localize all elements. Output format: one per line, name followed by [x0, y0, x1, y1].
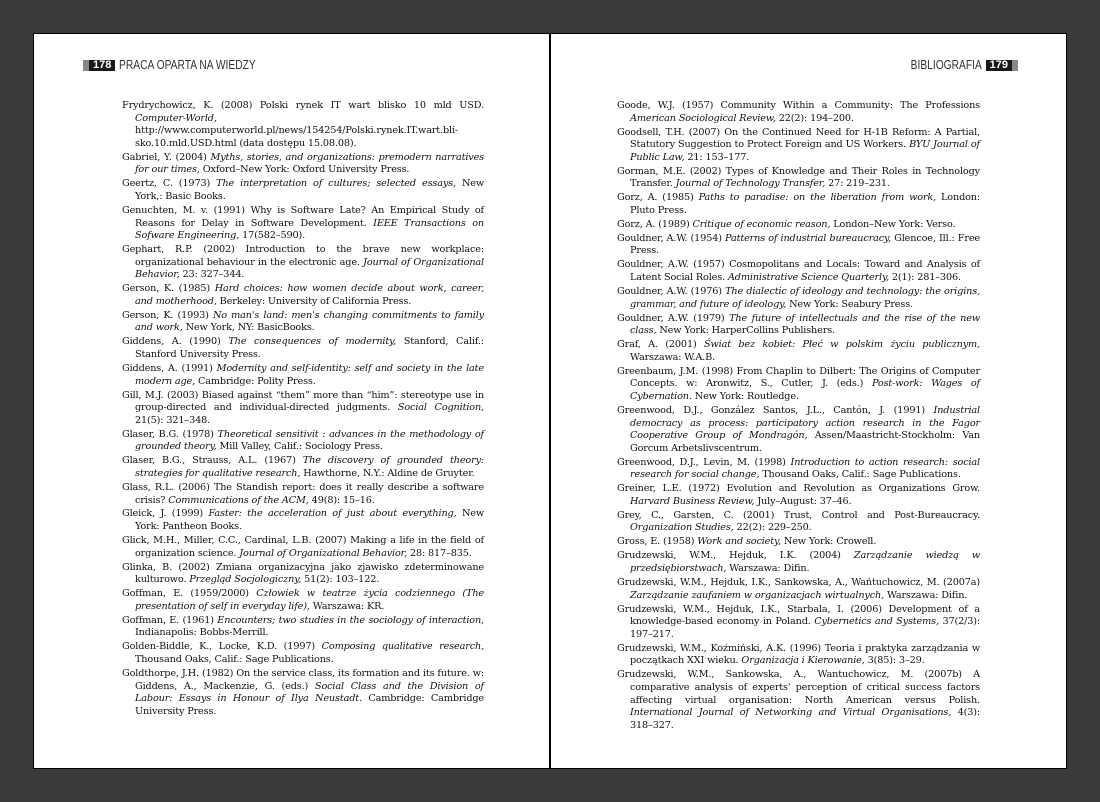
bibliography-entry [617, 166, 980, 191]
entry-title-italic: The dialectic of ideology and technology: the origins, grammar, and future of ideology, [630, 286, 980, 310]
bibliography-entry [617, 219, 980, 232]
bibliography-entry [122, 244, 484, 282]
bibliography-entry [122, 508, 484, 533]
entry-text: Glinka, B. (2002) Zmiana organizacyjna jako zjawisko zdeterminowane kulturowo. [122, 561, 484, 586]
page-number: 178 [83, 60, 115, 71]
entry-title-italic: Zarządzanie wiedzą w przedsiębiorstwach, [630, 550, 980, 575]
entry-text: Gouldner, A.W. (1954) [617, 232, 726, 244]
bibliography-entry [617, 127, 980, 165]
entry-text: New York, NY: BasicBooks. [182, 322, 315, 334]
bibliography-entry [617, 405, 980, 455]
entry-title-italic: Composing qualitative research, [321, 641, 484, 653]
entry-text: Warszawa: Difin. [726, 563, 810, 575]
bibliography-entry [617, 536, 980, 549]
page-number: 179 [986, 60, 1018, 71]
entry-text: Goodsell, T.H. (2007) On the Continued Need for H-1B Reform: A Partial, Statutory Suggestion to Protect Foreign and US Workers. [617, 126, 980, 151]
entry-title-italic: Modernity and self-identity: self and society in the late modern age, [135, 363, 484, 387]
entry-text: 2(1): 281–306. [888, 272, 961, 284]
entry-title-italic: Myths, stories, and organizations: premodern narratives for our times, [135, 151, 484, 176]
entry-text: Gerson, K. (1985) [122, 283, 215, 295]
bibliography-entry [122, 615, 484, 640]
entry-text: New York,: Basic Books. [135, 178, 485, 202]
bibliography-entry [122, 562, 484, 587]
book-spread [33, 33, 1067, 769]
bibliography-entry [617, 366, 980, 404]
entry-text: Grudzewski, W.M., Hejduk, I.K., Sankowska, A., Wańtuchowicz, M. (2007a) [617, 577, 980, 589]
bibliography-entry [122, 178, 484, 203]
bibliography-entry [122, 390, 484, 428]
entry-text: London: Pluto Press. [630, 192, 981, 216]
entry-text: Oxford–New York: Oxford University Press. [199, 164, 410, 176]
entry-title-italic: Harvard Business Review, [630, 495, 755, 507]
entry-text: Gorz, A. (1985) [617, 192, 699, 204]
entry-text: Gouldner, A.W. (1979) [617, 312, 730, 324]
entry-title-italic: Introduction to action research: social research for social change, [630, 456, 980, 481]
entry-title-italic: Administrative Science Quarterly, [727, 272, 889, 284]
entry-title-italic: Encounters; two studies in the sociology of interaction, [217, 614, 484, 626]
entry-text: Grudzewski, W.M., Hejduk, I.K., Starbala, I. (2006) Development of a knowledge-based economy in Poland. [617, 603, 980, 628]
right-running-head [891, 58, 1018, 72]
entry-title-italic: Faster: the acceleration of just about everything, [208, 508, 457, 520]
bibliography-entry [122, 668, 484, 718]
entry-title-italic: BYU Journal of Public Law, [630, 139, 980, 163]
entry-text: Hawthorne, N.Y.: Aldine de Gruyter. [300, 467, 475, 479]
entry-title-italic: Work and society, [697, 536, 781, 548]
entry-text: 37(2/3): 197–217. [630, 616, 980, 640]
entry-text: New York: Pantheon Books. [135, 508, 485, 533]
entry-text: Warszawa: W.A.B. [630, 351, 715, 363]
entry-text: Berkeley: University of California Press. [216, 295, 412, 307]
entry-text: Genuchten, M. v. (1991) Why is Software Late? An Empirical Study of Reasons for Delay in Software Development. [122, 204, 484, 229]
entry-text: 4(3): 318–327. [630, 707, 980, 731]
entry-text: 22(2): 229–250. [733, 522, 812, 534]
entry-title-italic: Patterns of industrial bureaucracy, [725, 232, 891, 244]
entry-title-italic: Organizacja i Kierowanie, [741, 655, 865, 667]
entry-title-italic: The interpretation of cultures; selected essays, [216, 178, 456, 190]
entry-title-italic: Człowiek w teatrze życia codziennego (The presentation of self in everyday life), [135, 588, 485, 612]
bibliography-entry [617, 483, 980, 508]
bibliography-entry [617, 313, 980, 338]
bibliography-entry [122, 363, 484, 388]
entry-text: Glencoe, Ill.: Free Press. [630, 232, 980, 257]
bibliography-entry [617, 510, 980, 535]
entry-text: Gouldner, A.W. (1976) [617, 286, 726, 298]
running-head-title: PRACA OPARTA NA WIEDZY [119, 58, 257, 72]
running-head-title: BIBLIOGRAFIA [910, 58, 982, 72]
entry-text: Warszawa: KR. [309, 600, 385, 612]
entry-text: Greenbaum, J.M. (1998) From Chaplin to Dilbert: The Origins of Computer Concepts. w: Aronwitz, S., Cutler, J. (eds.) [617, 365, 980, 390]
bibliography-entry [122, 283, 484, 308]
entry-text: Grudzewski, W.M., Sankowska, A., Wantuchowicz, M. (2007b) A comparative analysis of experts' perception of critical success factors affecting virtual organisation: North American versus Polish. [617, 669, 980, 706]
entry-text: 21(5): 321–348. [135, 414, 211, 426]
left-running-head [83, 58, 290, 72]
entry-title-italic: Journal of Organizational Behavior, [239, 547, 408, 559]
entry-title-italic: The future of intellectuals and the rise of the new class, [630, 312, 980, 337]
bibliography-entry [617, 643, 980, 668]
bibliography-entry [122, 588, 484, 613]
entry-title-italic: Journal of Technology Transfer, [675, 178, 826, 190]
bibliography-entry [617, 604, 980, 642]
entry-text: Gorman, M.E. (2002) Types of Knowledge and Their Roles in Technology Transfer. [617, 165, 980, 190]
bibliography-entry [617, 669, 980, 732]
entry-title-italic: The discovery of grounded theory: strategies for qualitative research, [135, 455, 485, 479]
bibliography-entry [617, 192, 980, 217]
entry-text: Glaser, B.G., Strauss, A.L. (1967) [122, 455, 303, 467]
entry-title-italic: American Sociological Review, [630, 112, 776, 124]
entry-text: New York: Seabury Press. [786, 298, 913, 310]
entry-text: Warszawa: Difin. [884, 589, 968, 601]
entry-text: 3(85): 3–29. [864, 655, 925, 667]
bibliography-entry [617, 286, 980, 311]
left-page [34, 34, 549, 768]
bibliography-entry [122, 482, 484, 507]
entry-text: Grey, C., Garsten, C. (2001) Trust, Control and Post-Bureaucracy. [617, 509, 980, 521]
entry-text: Golden-Biddle, K., Locke, K.D. (1997) [122, 641, 322, 653]
entry-title-italic: The consequences of modernity, [228, 336, 397, 348]
entry-text: Greenwood, D.J., Levin, M. (1998) [617, 456, 791, 468]
bibliography-entry [617, 457, 980, 482]
entry-title-italic: Journal of Organizational Behavior, [135, 256, 484, 281]
entry-text: Assen/Maastricht-Stockholm: Van Gorcum Arbetslivscentrum. [630, 430, 980, 454]
entry-text: Geertz, C. (1973) [122, 178, 217, 190]
entry-title-italic: Theoretical sensitivit : advances in the methodology of grounded theory, [135, 428, 484, 453]
entry-text: Indianapolis: Bobbs-Merrill. [135, 627, 269, 639]
bibliography-entry [617, 100, 980, 125]
entry-text: 27: 219–231. [825, 178, 890, 190]
bibliography-entry [122, 455, 484, 480]
entry-text: 22(2): 194–200. [775, 112, 854, 124]
entry-text: Giddens, A. (1991) [122, 363, 217, 374]
entry-title-italic: Cybernetics and Systems, [814, 616, 939, 628]
entry-title-italic: Zarządzanie zaufaniem w organizacjach wirtualnych, [630, 589, 885, 601]
entry-text: http://www.computerworld.pl/news/154254/Polski.rynek.IT.wart.bli-sko.10.mld.USD.html (data dostępu 15.08.08). [135, 125, 459, 149]
entry-text: Greiner, L.E. (1972) Evolution and Revolution as Organizations Grow. [617, 483, 980, 495]
entry-title-italic: Critique of economic reason, [692, 218, 831, 230]
entry-text: Gephart, R.P. (2002) Introduction to the brave new workplace: organizational behaviour in the electronic age. [122, 244, 484, 268]
bibliography-entry [122, 205, 484, 243]
bibliography-entry [617, 259, 980, 284]
entry-title-italic: Social Class and the Division of Labour: Essays in Honour of Ilya Neustadt. [135, 680, 484, 705]
entry-text: Glick, M.H., Miller, C.C., Cardinal, L.B. (2007) Making a life in the field of organization science. [122, 535, 484, 559]
entry-title-italic: Hard choices: how women decide about work, career, and motherhood, [135, 283, 484, 307]
entry-title-italic: Industrial democracy as process: participatory action research in the Fagor Cooperative Group of Mondragón, [630, 404, 980, 442]
entry-text: Grudzewski, W.M., Koźmiński, A.K. (1996) Teoria i praktyka zarządzania w początkach XXI wieku. [617, 642, 980, 667]
entry-text: Thousand Oaks, Calif.: Sage Publications. [135, 653, 334, 665]
entry-text: Gouldner, A.W. (1957) Cosmopolitans and Locals: Toward and Analysis of Latent Social Roles. [617, 259, 980, 284]
entry-text: Stanford, Calif.: Stanford University Press. [135, 336, 484, 361]
entry-text: Glaser, B.G. (1978) [122, 428, 218, 440]
entry-text: Gill, M.J. (2003) Biased against “them” more than “him”: stereotype use in group-directed and individual-directed judgments. [122, 389, 484, 414]
bibliography-entry [617, 339, 980, 364]
entry-text: New York: Crowell. [780, 536, 877, 548]
bibliography-entry [617, 233, 980, 258]
bibliography-entry [617, 550, 980, 575]
bibliography-list-left [122, 100, 484, 720]
entry-text: Frydrychowicz, K. (2008) Polski rynek IT wart blisko 10 mld USD. [122, 100, 484, 111]
bibliography-entry [122, 535, 484, 560]
bibliography-entry [122, 310, 484, 335]
entry-text: Grudzewski, W.M., Hejduk, I.K. (2004) [617, 550, 854, 562]
entry-text: Gross, E. (1958) [617, 536, 698, 548]
entry-text: New York: Routledge. [691, 390, 799, 402]
entry-text: 49(8): 15–16. [308, 494, 375, 506]
entry-title-italic: Paths to paradise: on the liberation from work, [698, 192, 937, 204]
bibliography-entry [122, 100, 484, 150]
entry-text: Glass, R.L. (2006) The Standish report: does it really describe a software crisis? [122, 481, 484, 506]
entry-title-italic: No man's land: men's changing commitments to family and work, [135, 309, 484, 334]
bibliography-entry [122, 336, 484, 361]
entry-text: New York: HarperCollins Publishers. [656, 325, 835, 337]
right-page [551, 34, 1066, 768]
entry-text: Gabriel, Y. (2004) [122, 151, 211, 163]
entry-title-italic: Social Cognition, [397, 402, 484, 414]
entry-text: 17(582–590). [239, 230, 306, 242]
entry-title-italic: Communications of the ACM, [168, 494, 309, 506]
entry-text: Gerson, K. (1993) [122, 309, 213, 321]
entry-title-italic: International Journal of Networking and Virtual Organisations, [630, 707, 952, 719]
bibliography-entry [122, 641, 484, 666]
entry-text: London–New York: Verso. [830, 218, 956, 230]
entry-text: Giddens, A. (1990) [122, 336, 229, 348]
entry-text: Goffman, E. (1961) [122, 614, 218, 626]
entry-text: 23: 327–344. [179, 269, 245, 281]
entry-text: Cambridge: Cambridge University Press. [135, 693, 485, 717]
bibliography-entry [122, 152, 484, 177]
entry-text: Goffman, E. (1959/2000) [122, 588, 257, 600]
entry-text: Gleick, J. (1999) [122, 508, 209, 520]
entry-text: Thousand Oaks, Calif.: Sage Publications. [759, 469, 961, 481]
entry-title-italic: Przegląd Socjologiczny, [189, 574, 302, 586]
entry-text: July–August: 37–46. [754, 495, 852, 507]
bibliography-entry [122, 429, 484, 454]
entry-text: Greenwood, D.J., González Santos, J.L., Cantón, J. (1991) [617, 404, 934, 416]
entry-text: 28: 817–835. [407, 547, 472, 559]
entry-text: Mill Valley, Calif.: Sociology Press. [216, 441, 383, 453]
entry-text: Goldthorpe, J.H. (1982) On the service class, its formation and its future. w: Giddens, A., Mackenzie, G. (eds.) [122, 667, 484, 692]
entry-title-italic: Organization Studies, [630, 522, 734, 534]
entry-text: Graf, A. (2001) [617, 339, 704, 351]
entry-text: Gorz, A. (1989) [617, 218, 693, 230]
entry-title-italic: Post-work: Wages of Cybernation. [630, 378, 980, 402]
entry-text: 51(2): 103–122. [301, 574, 380, 586]
entry-text: Cambridge: Polity Press. [195, 375, 316, 387]
entry-text: Goode, W.J. (1957) Community Within a Community: The Professions [617, 100, 980, 111]
entry-title-italic: Świat bez kobiet: Płeć w polskim życiu publicznym, [704, 339, 980, 351]
bibliography-entry [617, 577, 980, 602]
entry-title-italic: Computer-World, [135, 112, 217, 124]
bibliography-list-right [617, 100, 980, 734]
entry-title-italic: IEEE Transactions on Sofware Engineering, [135, 217, 484, 242]
entry-text: 21: 153–177. [684, 151, 750, 163]
